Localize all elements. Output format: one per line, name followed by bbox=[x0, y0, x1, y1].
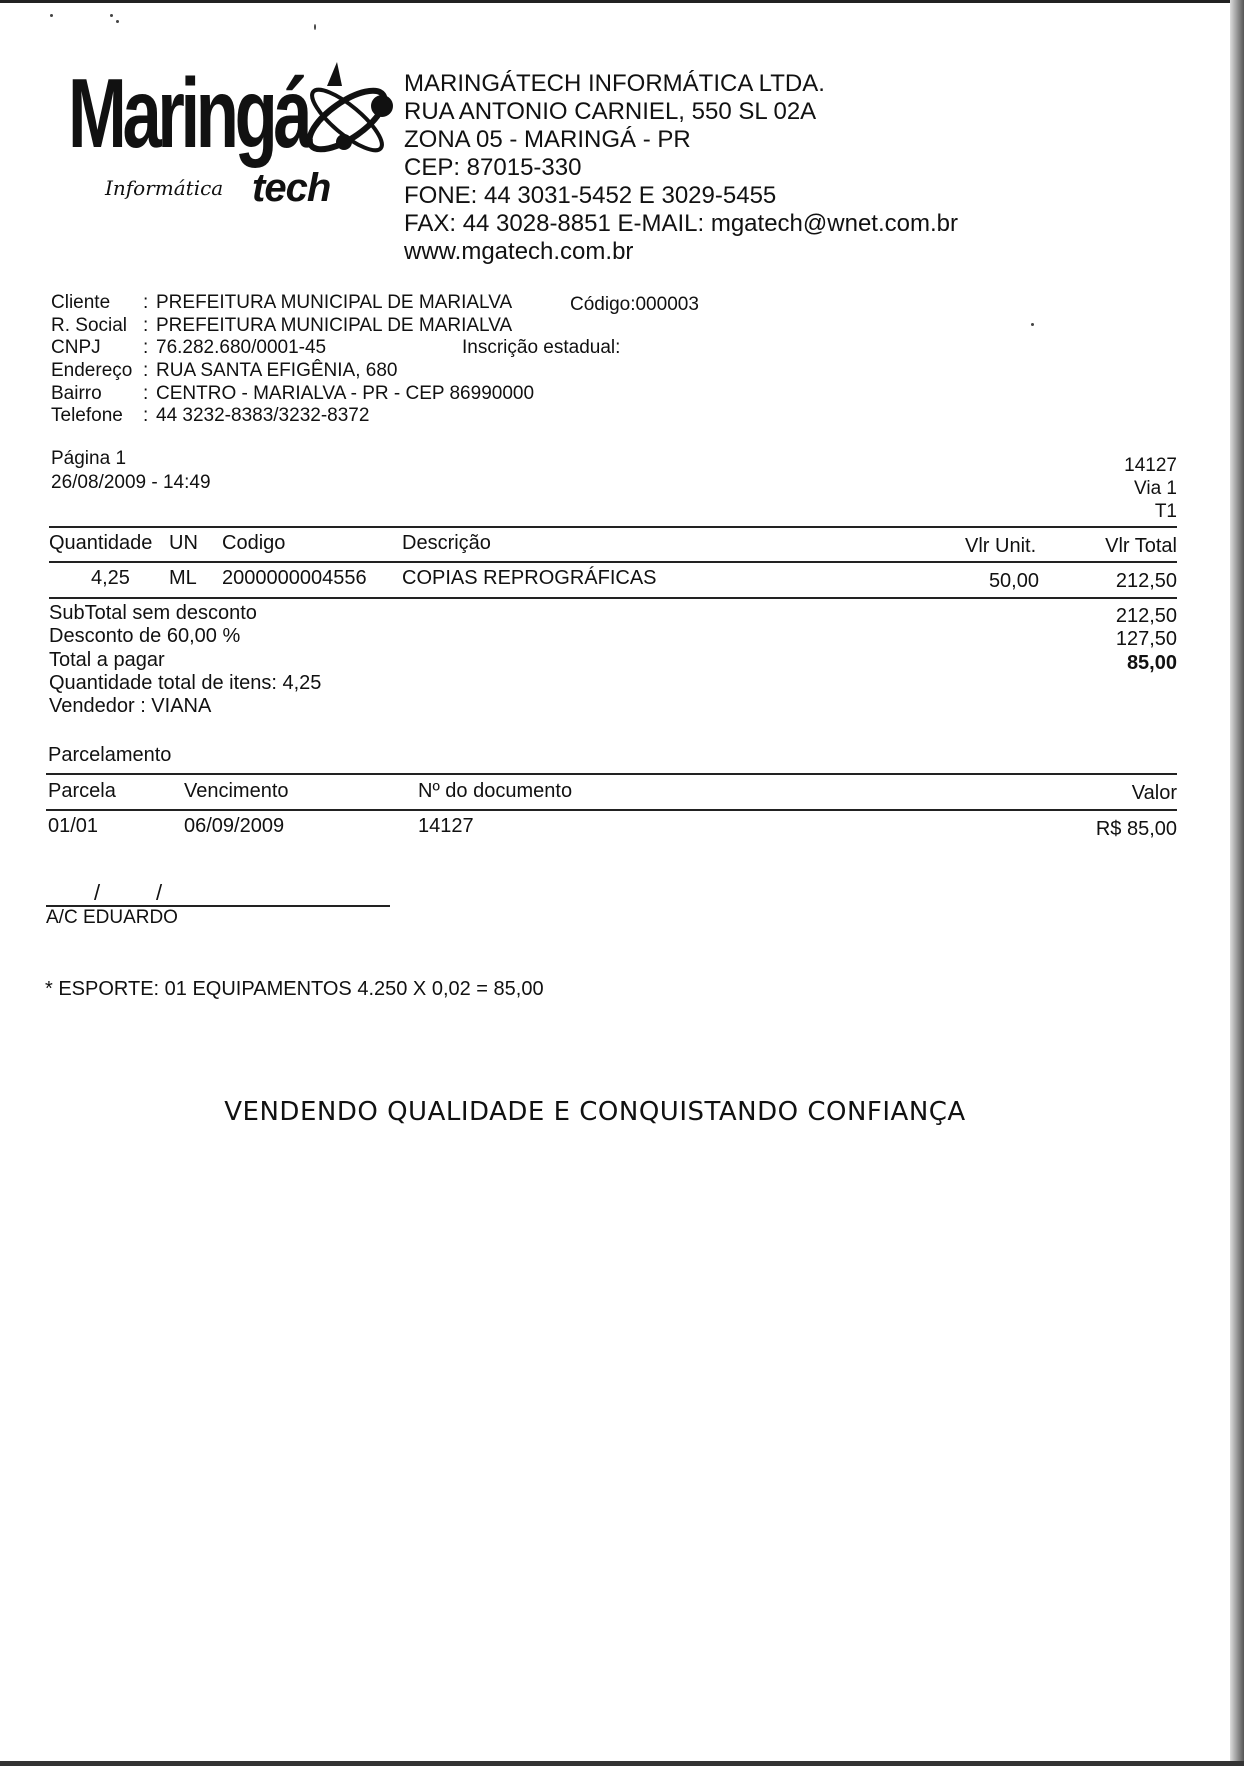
freight-note: * ESPORTE: 01 EQUIPAMENTOS 4.250 X 0,02 = 85,00 bbox=[45, 978, 544, 1000]
company-street: RUA ANTONIO CARNIEL, 550 SL 02A bbox=[404, 98, 817, 125]
cnpj-number: 76.282.680/0001-45 bbox=[156, 337, 327, 359]
separator: : bbox=[143, 337, 149, 359]
separator: : bbox=[143, 292, 149, 313]
header-unit-price: Vlr Unit. bbox=[965, 535, 1037, 557]
company-name: MARINGÁTECH INFORMÁTICA LTDA. bbox=[404, 70, 825, 97]
page-info bbox=[51, 447, 211, 495]
totals-labels bbox=[49, 602, 321, 718]
separator: : bbox=[143, 382, 149, 404]
issue-datetime: 26/08/2009 - 14:49 bbox=[51, 472, 211, 493]
scan-bottom-border bbox=[0, 1761, 1244, 1766]
header-due-date: Vencimento bbox=[184, 780, 289, 802]
address-value: RUA SANTA EFIGÊNIA, 680 bbox=[156, 360, 398, 382]
company-cep: CEP: 87015-330 bbox=[404, 154, 582, 181]
client-label: Cliente bbox=[51, 292, 111, 313]
installments-top-rule bbox=[46, 773, 1177, 775]
table-bottom-rule bbox=[49, 597, 1177, 599]
scan-top-border bbox=[0, 0, 1244, 3]
cnpj-value bbox=[156, 337, 621, 360]
discount-value: 127,50 bbox=[1115, 628, 1177, 651]
header-value: Valor bbox=[1131, 782, 1177, 804]
document-via: Via 1 bbox=[1134, 478, 1177, 499]
item-description: COPIAS REPROGRÁFICAS bbox=[402, 567, 657, 589]
header-unit: UN bbox=[169, 532, 198, 554]
company-website: www.mgatech.com.br bbox=[404, 238, 634, 265]
total-value: 85,00 bbox=[1126, 651, 1177, 674]
social-value: PREFEITURA MUNICIPAL DE MARIALVA bbox=[156, 314, 513, 336]
table-top-rule bbox=[49, 526, 1177, 528]
logo-wordmark: Maringá bbox=[68, 58, 309, 168]
document-reference bbox=[1124, 454, 1177, 523]
phone-label: Telefone bbox=[51, 405, 123, 427]
signature-name: A/C EDUARDO bbox=[46, 907, 178, 928]
company-slogan: VENDENDO QUALIDADE E CONQUISTANDO CONFIANÇA bbox=[224, 1097, 966, 1127]
subtotal-label: SubTotal sem desconto bbox=[49, 602, 257, 624]
client-value: PREFEITURA MUNICIPAL DE MARIALVA bbox=[156, 292, 513, 313]
district-label: Bairro bbox=[51, 382, 102, 404]
company-header bbox=[404, 70, 958, 266]
items-count: Quantidade total de itens: 4,25 bbox=[49, 671, 322, 694]
item-quantity: 4,25 bbox=[91, 567, 130, 589]
item-unit: ML bbox=[169, 567, 197, 589]
document-type: T1 bbox=[1154, 501, 1177, 522]
subtotal-value: 212,50 bbox=[1115, 605, 1177, 627]
logo-tagline: Informática bbox=[105, 176, 224, 200]
total-label: Total a pagar bbox=[49, 648, 165, 671]
address-label: Endereço bbox=[51, 360, 133, 382]
header-quantity: Quantidade bbox=[49, 532, 153, 554]
installment-doc-number: 14127 bbox=[418, 815, 474, 837]
social-label: R. Social bbox=[51, 314, 128, 336]
district-value: CENTRO - MARIALVA - PR - CEP 86990000 bbox=[156, 382, 535, 404]
page-number: Página 1 bbox=[51, 448, 127, 469]
cnpj-label: CNPJ bbox=[51, 337, 101, 359]
item-total: 212,50 bbox=[1115, 570, 1177, 592]
date-slash: / bbox=[156, 880, 163, 905]
header-description: Descrição bbox=[402, 532, 491, 554]
installments-header-rule bbox=[46, 809, 1177, 811]
item-code: 2000000004556 bbox=[222, 567, 367, 589]
installment-number: 01/01 bbox=[48, 815, 99, 837]
logo-tech: tech bbox=[252, 166, 331, 210]
client-code: Código:000003 bbox=[570, 294, 699, 315]
company-zone: ZONA 05 - MARINGÁ - PR bbox=[404, 126, 691, 153]
header-doc-number: Nº do documento bbox=[418, 780, 573, 802]
state-registration: Inscrição estadual: bbox=[462, 337, 621, 359]
company-logo bbox=[60, 58, 405, 218]
separator: : bbox=[143, 314, 149, 336]
separator: : bbox=[143, 405, 149, 427]
installment-value: R$ 85,00 bbox=[1095, 818, 1177, 840]
header-code: Codigo bbox=[222, 532, 286, 554]
item-unit-price: 50,00 bbox=[988, 570, 1039, 592]
company-phone: FONE: 44 3031-5452 E 3029-5455 bbox=[404, 182, 777, 209]
atom-swirl-icon bbox=[282, 58, 412, 178]
totals-values bbox=[1116, 605, 1177, 675]
discount-label: Desconto de 60,00 % bbox=[49, 625, 241, 648]
company-fax-email: FAX: 44 3028-8851 E-MAIL: mgatech@wnet.com.br bbox=[404, 210, 958, 237]
separator: : bbox=[143, 360, 149, 382]
table-header-rule bbox=[49, 561, 1177, 563]
phone-value: 44 3232-8383/3232-8372 bbox=[156, 405, 370, 427]
header-total: Vlr Total bbox=[1105, 535, 1177, 557]
seller: Vendedor : VIANA bbox=[49, 695, 212, 718]
installments-title: Parcelamento bbox=[48, 744, 172, 766]
scan-right-border bbox=[1230, 0, 1244, 1766]
date-slash: / bbox=[94, 880, 101, 905]
document-number: 14127 bbox=[1124, 455, 1177, 476]
header-installment: Parcela bbox=[48, 780, 116, 802]
installment-due-date: 06/09/2009 bbox=[184, 815, 285, 837]
